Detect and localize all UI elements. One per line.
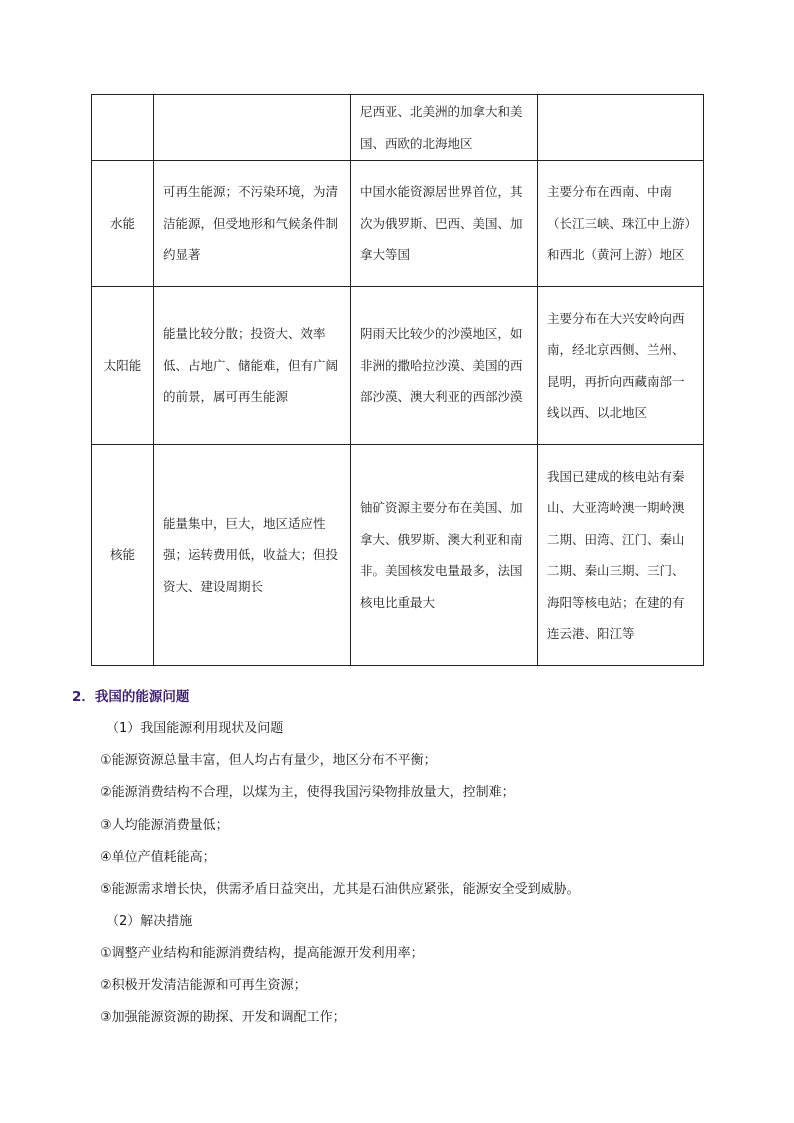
world-distribution-cell: 铀矿资源主要分布在美国、加拿大、俄罗斯、澳大利亚和南非。美国核发电量最多，法国核电比重最大: [351, 445, 538, 666]
world-distribution-cell: 阴雨天比较少的沙漠地区，如非洲的撒哈拉沙漠、美国的西部沙漠、澳大利亚的西部沙漠: [351, 287, 538, 445]
characteristics-cell: 可再生能源；不污染环境，为清洁能源，但受地形和气候条件制约显著: [154, 161, 351, 287]
energy-name-cell: 太阳能: [92, 287, 154, 445]
table-row: [92, 445, 704, 666]
energy-name-cell: [92, 95, 154, 161]
energy-name-cell: 核能: [92, 445, 154, 666]
table-row: [92, 95, 704, 161]
china-distribution-cell: 我国已建成的核电站有秦山、大亚湾岭澳一期岭澳二期、田湾、江门、秦山二期、秦山三期、三门、海阳等核电站；在建的有连云港、阳江等: [538, 445, 704, 666]
energy-name-cell: 水能: [92, 161, 154, 287]
list-item: ②能源消费结构不合理，以煤为主，使得我国污染物排放量大，控制难；: [100, 785, 515, 800]
list-item: ⑤能源需求增长快，供需矛盾日益突出，尤其是石油供应紧张，能源安全受到威胁。: [100, 882, 580, 897]
china-distribution-cell: 主要分布在西南、中南（长江三峡、珠江中上游）和西北（黄河上游）地区: [538, 161, 704, 287]
world-distribution-cell: 尼西亚、北美洲的加拿大和美国、西欧的北海地区: [351, 95, 538, 161]
list-item: ①调整产业结构和能源消费结构，提高能源开发利用率；: [100, 946, 424, 961]
list-item: ②积极开发清洁能源和可再生资源；: [100, 978, 307, 993]
energy-table: [91, 94, 704, 666]
china-distribution-cell: 主要分布在大兴安岭向西南，经北京西侧、兰州、昆明，再折向西藏南部一线以西、以北地区: [538, 287, 704, 445]
china-distribution-cell: [538, 95, 704, 161]
section-heading: 2．我国的能源问题: [72, 689, 190, 705]
list-item: ③加强能源资源的勘探、开发和调配工作；: [100, 1010, 346, 1025]
subsection-title: （1）我国能源利用现状及问题: [106, 721, 284, 736]
table-row: [92, 287, 704, 445]
world-distribution-cell: 中国水能资源居世界首位，其次为俄罗斯、巴西、美国、加拿大等国: [351, 161, 538, 287]
characteristics-cell: 能量集中，巨大，地区适应性强；运转费用低，收益大；但投资大、建设周期长: [154, 445, 351, 666]
characteristics-cell: 能量比较分散；投资大、效率低、占地广、储能难，但有广阔的前景，属可再生能源: [154, 287, 351, 445]
characteristics-cell: [154, 95, 351, 161]
list-item: ③人均能源消费量低；: [100, 818, 229, 833]
table-row: [92, 161, 704, 287]
subsection-title: （2）解决措施: [106, 914, 193, 929]
list-item: ④单位产值耗能高；: [100, 850, 216, 865]
list-item: ①能源资源总量丰富，但人均占有量少，地区分布不平衡；: [100, 753, 437, 768]
